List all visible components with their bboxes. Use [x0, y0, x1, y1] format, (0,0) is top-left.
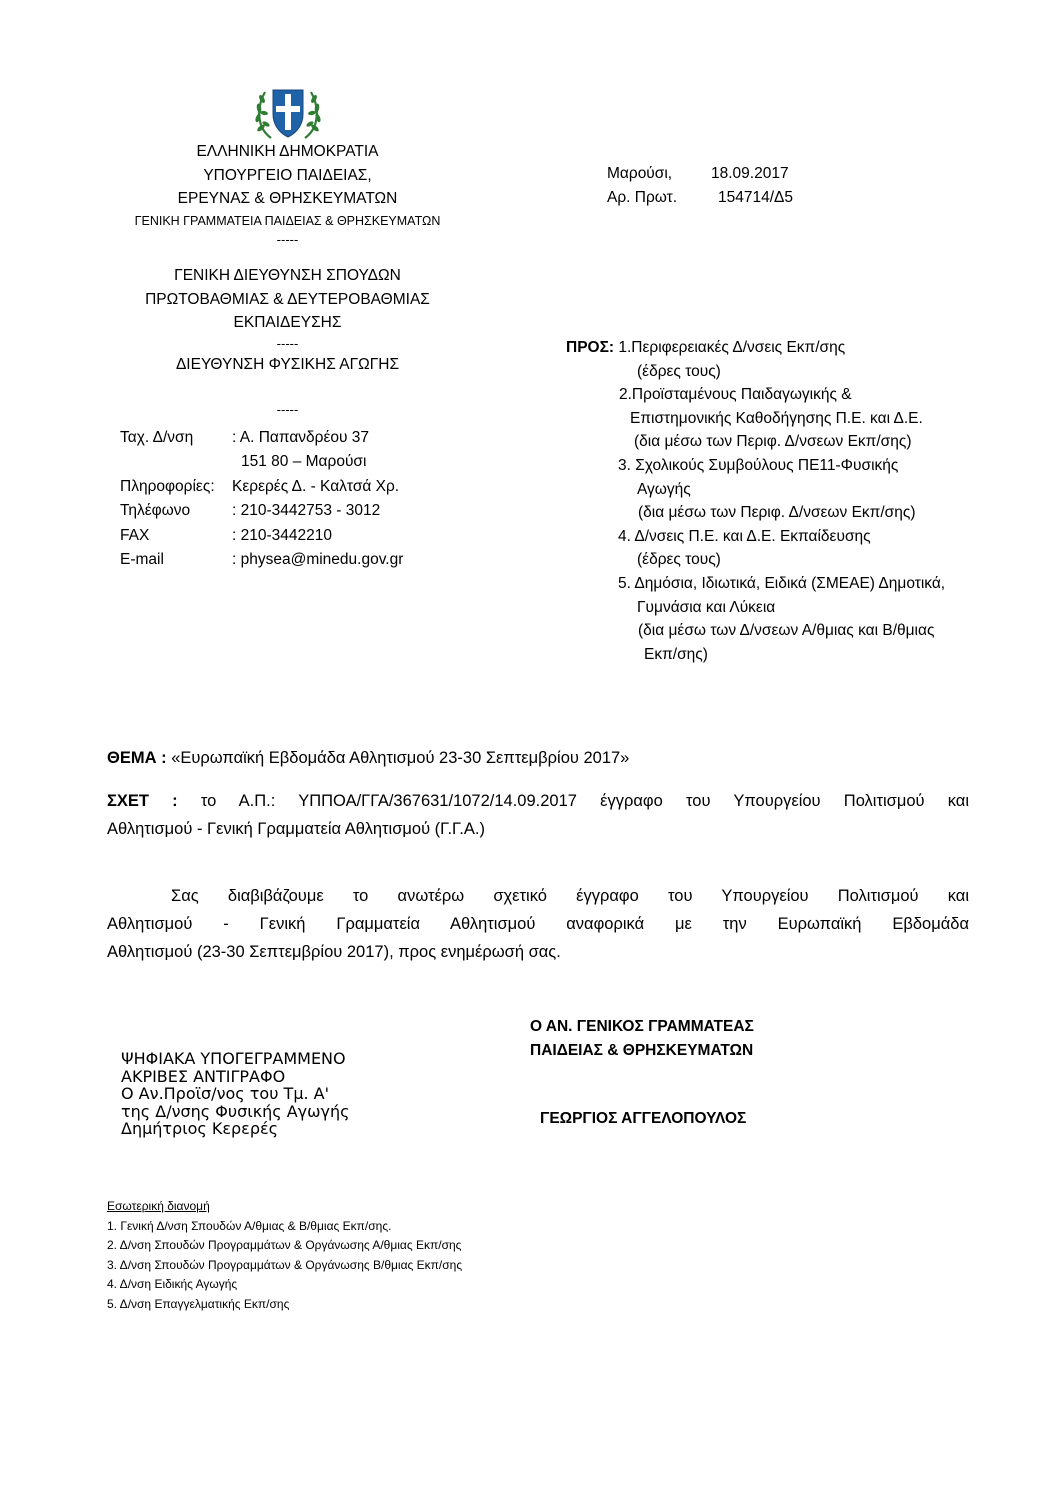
recipient-2-note: (δια μέσω των Περιφ. Δ/νσεων Εκπ/σης) [634, 433, 912, 451]
recipient-5-note-2: Εκπ/σης) [644, 645, 708, 663]
address-line-2: 151 80 – Μαρούσι [241, 453, 367, 471]
reference-line-2: Αθλητισμού - Γενική Γραμματεία Αθλητισμού (Γ.Γ.Α.) [107, 820, 485, 838]
phone-label: Τηλέφωνο [120, 502, 191, 520]
recipients-label: ΠΡΟΣ: [566, 339, 615, 356]
recipient-4-note: (έδρες τους) [637, 551, 721, 569]
internal-distribution-heading: Εσωτερική διανομή [107, 1199, 210, 1213]
body-line-3: Αθλητισμού (23-30 Σεπτεμβρίου 2017), προς ενημέρωσή σας. [107, 943, 561, 961]
signatory-title-line-2: ΠΑΙΔΕΙΑΣ & ΘΡΗΣΚΕΥΜΑΤΩΝ [530, 1042, 754, 1059]
recipient-3-note: (δια μέσω των Περιφ. Δ/νσεων Εκπ/σης) [638, 504, 916, 522]
phone-value: : 210-3442753 - 3012 [232, 502, 381, 520]
fax-label: FAX [120, 526, 150, 544]
list-item: 4. Δ/νση Ειδικής Αγωγής [107, 1277, 238, 1291]
certified-line-3: Ο Αν.Προϊσ/νος του Τμ. Α' [121, 1084, 330, 1103]
recipient-5-note-1: (δια μέσω των Δ/νσεων Α/θμιας και Β/θμιας [638, 622, 935, 640]
recipient-1-note: (έδρες τους) [637, 362, 721, 380]
recipient-2-line-2: Επιστημονικής Καθοδήγησης Π.Ε. και Δ.Ε. [630, 409, 923, 427]
signatory-title-line-1: Ο ΑΝ. ΓΕΝΙΚΟΣ ΓΡΑΜΜΑΤΕΑΣ [530, 1018, 754, 1035]
date-protocol-block [607, 162, 793, 210]
certified-line-4: της Δ/νσης Φυσικής Αγωγής [121, 1101, 350, 1121]
recipient-5-line-1: 5. Δημόσια, Ιδιωτικά, Ειδικά (ΣΜΕΑΕ) Δημοτικά, [618, 574, 946, 592]
email-value[interactable]: : physea@minedu.gov.gr [232, 551, 404, 569]
address-line-1: : Α. Παπανδρέου 37 [232, 429, 370, 446]
list-item: 5. Δ/νση Επαγγελματικής Εκπ/σης [107, 1296, 290, 1311]
place-label: Μαρούσι, [607, 165, 673, 182]
signatory-name: ΓΕΩΡΓΙΟΣ ΑΓΓΕΛΟΠΟΥΛΟΣ [540, 1110, 747, 1127]
list-item: 1. Γενική Δ/νση Σπουδών Α/θμιας & Β/θμιας Εκπ/σης. [107, 1218, 392, 1233]
reference-line-1: το Α.Π.: ΥΠΠΟΑ/ΓΓΑ/367631/1072/14.09.2017 έγγραφο του Υπουργείου Πολιτισμού και [200, 792, 969, 810]
subject-text: «Ευρωπαϊκή Εβδομάδα Αθλητισμού 23-30 Σεπτεμβρίου 2017» [171, 749, 630, 767]
recipient-3-line-2: Αγωγής [637, 480, 691, 498]
internal-distribution [107, 1197, 462, 1314]
body-line-1: Σας διαβιβάζουμε το ανωτέρω σχετικό έγγραφο του Υπουργείου Πολιτισμού και [171, 887, 969, 905]
reference-block [107, 787, 969, 843]
info-value: Κερερές Δ. - Καλτσά Χρ. [232, 477, 400, 495]
protocol-number: 154714/Δ5 [718, 189, 794, 206]
subject-label: ΘΕΜΑ : [107, 749, 167, 767]
issuing-authority-header [110, 140, 465, 249]
certified-line-5: Δημήτριος Κερερές [121, 1119, 279, 1138]
email-label: E-mail [120, 551, 164, 569]
republic-name: ΕΛΛΗΝΙΚΗ ΔΗΜΟΚΡΑΤΙΑ [196, 143, 379, 160]
list-item: 2. Δ/νση Σπουδών Προγραμμάτων & Οργάνωσης Α/θμιας Εκπ/σης [107, 1238, 462, 1252]
general-directorate-line-3: ΕΚΠΑΙΔΕΥΣΗΣ [233, 314, 342, 332]
recipients-block [566, 336, 945, 666]
general-secretariat: ΓΕΝΙΚΗ ΓΡΑΜΜΑΤΕΙΑ ΠΑΙΔΕΙΑΣ & ΘΡΗΣΚΕΥΜΑΤΩΝ [134, 213, 441, 228]
reference-label: ΣΧΕΤ : [107, 792, 178, 810]
greek-coat-of-arms-icon [253, 84, 323, 144]
recipient-2-line-1: 2.Προϊσταμένους Παιδαγωγικής & [619, 386, 852, 404]
protocol-label: Αρ. Πρωτ. [607, 189, 678, 206]
ministry-name-line-1: ΥΠΟΥΡΓΕΙΟ ΠΑΙΔΕΙΑΣ, [203, 166, 372, 184]
recipient-5-line-2: Γυμνάσια και Λύκεια [637, 598, 776, 616]
document-date: 18.09.2017 [711, 165, 789, 182]
directorate-name: ΔΙΕΥΘΥΝΣΗ ΦΥΣΙΚΗΣ ΑΓΩΓΗΣ [175, 355, 400, 373]
separator-2: ----- [276, 335, 299, 351]
ministry-name-line-2: ΕΡΕΥΝΑΣ & ΘΡΗΣΚΕΥΜΑΤΩΝ [177, 190, 398, 208]
info-label: Πληροφορίες: [120, 477, 215, 495]
certified-line-1: ΨΗΦΙΑΚΑ ΥΠΟΓΕΓΡΑΜΜΕΝΟ [121, 1049, 346, 1068]
general-directorate-line-1: ΓΕΝΙΚΗ ΔΙΕΥΘΥΝΣΗ ΣΠΟΥΔΩΝ [174, 267, 401, 284]
separator-1: ----- [276, 231, 299, 247]
body-paragraph [107, 882, 969, 966]
general-directorate-line-2: ΠΡΩΤΟΒΑΘΜΙΑΣ & ΔΕΥΤΕΡΟΒΑΘΜΙΑΣ [145, 290, 430, 308]
subject-line [107, 749, 629, 768]
contact-details [120, 426, 403, 572]
general-directorate [110, 264, 465, 376]
body-line-2: Αθλητισμού - Γενική Γραμματεία Αθλητισμού αναφορικά με την Ευρωπαϊκή Εβδομάδα [107, 915, 969, 933]
recipient-1: 1.Περιφερειακές Δ/νσεις Εκπ/σης [618, 339, 846, 356]
certified-line-2: ΑΚΡΙΒΕΣ ΑΝΤΙΓΡΑΦΟ [121, 1066, 286, 1086]
list-item: 3. Δ/νση Σπουδών Προγραμμάτων & Οργάνωσης Β/θμιας Εκπ/σης [107, 1257, 463, 1272]
signatory-title [530, 1015, 754, 1063]
separator-3: ----- [276, 402, 299, 417]
fax-value: : 210-3442210 [232, 526, 332, 544]
certified-copy-stamp [121, 1050, 350, 1138]
address-label: Ταχ. Δ/νση [120, 429, 194, 446]
recipient-3-line-1: 3. Σχολικούς Συμβούλους ΠΕ11-Φυσικής [618, 456, 899, 474]
recipient-4-line-1: 4. Δ/νσεις Π.Ε. και Δ.Ε. Εκπαίδευσης [618, 527, 871, 545]
